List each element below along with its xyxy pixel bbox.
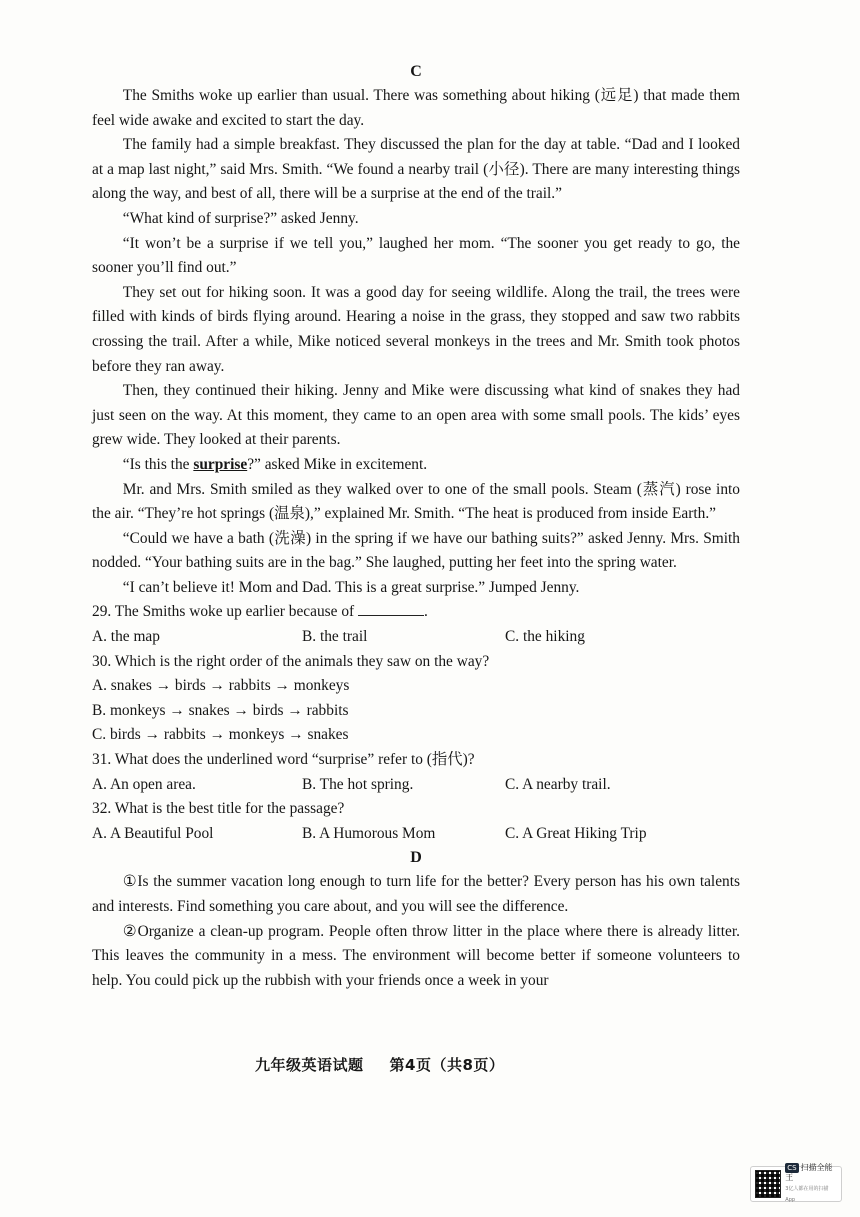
option-b: B. the trail — [302, 628, 368, 646]
passage-paragraph: “What kind of surprise?” asked Jenny. — [122, 209, 359, 227]
passage-paragraph: The Smiths woke up earlier than usual. There was something about hiking (远足) that made them feel wide awake and excited to start the day. — [92, 87, 740, 129]
passage-paragraph: Mr. and Mrs. Smith smiled as they walked over to one of the small pools. Steam (蒸汽) rose into the air. “They’re hot springs (温泉),” explained Mr. Smith. “The heat is produced from inside Earth.” — [92, 480, 740, 523]
question-31: 31. What does the underlined word “surprise” refer to (指代)? — [92, 751, 475, 769]
passage-paragraph-surprise: “Is this the surprise?” asked Mike in excitement. — [122, 455, 428, 473]
passage-paragraph: ②Organize a clean-up program. People often throw litter in the place where there is already litter. This leaves the community in a mess. The environment will become better if someone volunteers to help. You could pick up the rubbish with your friends once a week in your — [92, 922, 740, 989]
passage-paragraph: “I can’t believe it! Mom and Dad. This is a great surprise.” Jumped Jenny. — [122, 578, 580, 596]
answer-blank — [358, 601, 424, 616]
section-c-title: C — [410, 63, 422, 80]
question-30: 30. Which is the right order of the animals they saw on the way? — [92, 652, 490, 670]
option-c: C. birds → rabbits → monkeys → snakes — [92, 726, 349, 744]
question-31-options — [92, 773, 740, 798]
option-b: B. A Humorous Mom — [302, 824, 436, 842]
passage-paragraph: “Could we have a bath (洗澡) in the spring if we have our bathing suits?” asked Jenny. Mrs. Smith nodded. “Your bathing suits are in the bag.” She laughed, putting her feet into the spring water. — [92, 529, 740, 572]
footer-subject: 九年级英语试题 — [255, 1056, 364, 1074]
scanner-logo-icon: CS — [787, 1164, 797, 1172]
option-a: A. snakes → birds → rabbits → monkeys — [92, 677, 350, 695]
scanner-watermark — [750, 1163, 842, 1203]
option-c: C. A nearby trail. — [505, 775, 611, 793]
option-a: A. An open area. — [92, 775, 196, 793]
passage-paragraph: Then, they continued their hiking. Jenny and Mike were discussing what kind of snakes they had just seen on the way. At this moment, they came to an open area with some small pools. The kids’ eyes grew wide. They looked at their parents. — [92, 382, 740, 449]
option-a: A. A Beautiful Pool — [92, 824, 214, 842]
passage-paragraph: They set out for hiking soon. It was a good day for seeing wildlife. Along the trail, the trees were filled with kinds of birds flying around. Hearing a noise in the grass, they stopped and saw two rabbits crossing the trail. After a while, Mike noticed several monkeys in the trees and Mr. Smith took photos before they ran away. — [92, 283, 740, 375]
option-b: B. monkeys → snakes → birds → rabbits — [92, 701, 349, 719]
reading-section — [92, 60, 740, 993]
scanner-subtitle: 3亿人都在用的扫描App — [785, 1186, 829, 1203]
passage-paragraph: The family had a simple breakfast. They discussed the plan for the day at table. “Dad and I looked at a map last night,” said Mrs. Smith. “We found a nearby trail (小径). There are many interesting things along the way, and best of all, there will be a surprise at the end of the trail.” — [92, 136, 740, 203]
footer-page-number: 第4页（共8页） — [389, 1056, 505, 1074]
question-29: 29. The Smiths woke up earlier because of . — [92, 603, 428, 621]
passage-paragraph: “It won’t be a surprise if we tell you,” laughed her mom. “The sooner you get ready to go, the sooner you’ll find out.” — [92, 234, 740, 277]
passage-paragraph: ①Is the summer vacation long enough to turn life for the better? Every person has his own talents and interests. Find something you care about, and you will see the difference. — [92, 873, 740, 915]
qr-code-icon — [755, 1170, 781, 1198]
option-c: C. A Great Hiking Trip — [505, 824, 647, 842]
option-b: B. The hot spring. — [302, 775, 414, 793]
question-32-options — [92, 822, 740, 847]
section-d-title: D — [410, 849, 422, 867]
option-a: A. the map — [92, 628, 160, 646]
option-c: C. the hiking — [505, 628, 585, 646]
question-32: 32. What is the best title for the passage? — [92, 800, 345, 818]
page-footer — [255, 1054, 530, 1075]
question-29-options — [92, 625, 740, 650]
scanner-name: 扫描全能王 — [785, 1163, 833, 1182]
underlined-word-surprise: surprise — [193, 455, 248, 473]
